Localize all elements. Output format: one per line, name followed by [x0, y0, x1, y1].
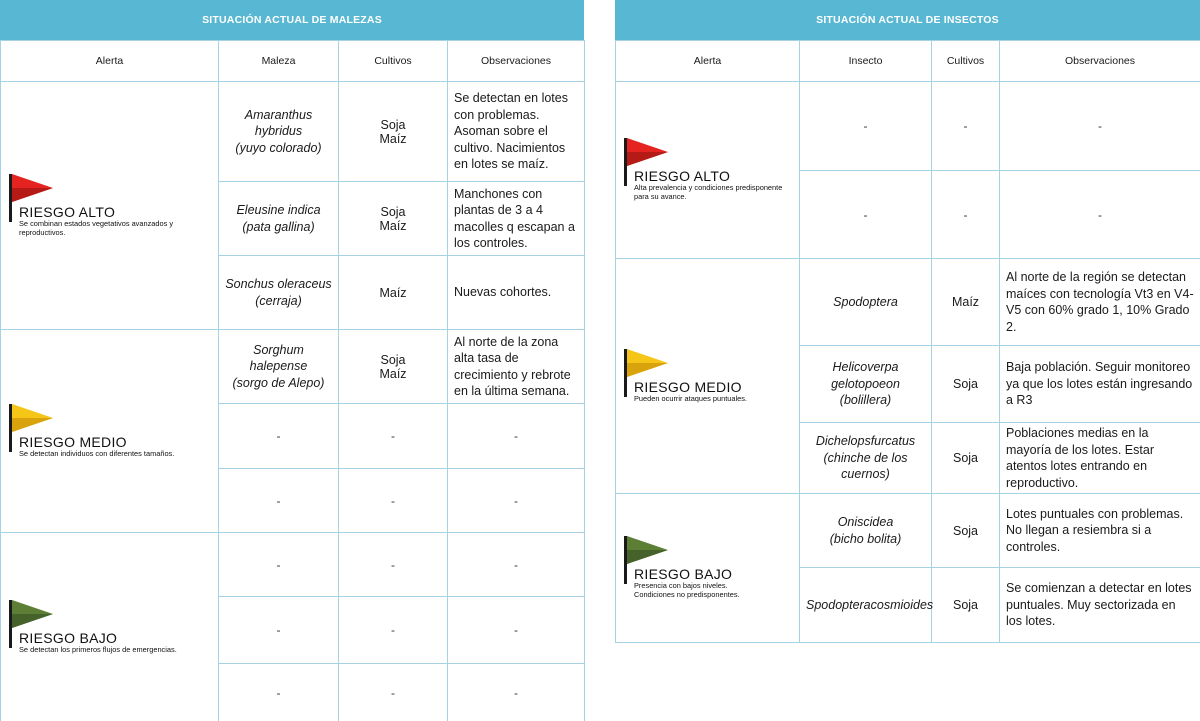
maleza-name: Sorghum halepense [249, 342, 308, 374]
maleza-cell [219, 182, 339, 256]
malezas-title: SITUACIÓN ACTUAL DE MALEZAS [0, 0, 584, 40]
alert-bajo [1, 533, 219, 721]
insecto-cell [800, 423, 932, 494]
header-insecto: Insecto [800, 41, 932, 82]
table-row [1, 82, 585, 182]
insecto-cell: Spodoptera [800, 259, 932, 346]
maleza-name: Amaranthus hybridus [244, 107, 313, 139]
maleza-common: (yuyo colorado) [235, 140, 322, 155]
maleza-cell [219, 256, 339, 330]
table-row [1, 533, 585, 597]
observaciones-cell: Poblaciones medias en la mayoría de los lotes. Estar atentos lotes entrando en reproductivo. [1000, 423, 1200, 494]
empty-cell: - [932, 171, 1000, 259]
cultivo: Soja [380, 117, 406, 132]
empty-cell: - [219, 404, 339, 469]
empty-cell: - [339, 664, 448, 721]
cultivos-cell [339, 82, 448, 182]
empty-cell: - [339, 404, 448, 469]
empty-cell: - [800, 82, 932, 171]
alert-bajo [616, 494, 800, 643]
header-observaciones: Observaciones [1000, 41, 1200, 82]
cultivos-cell [339, 182, 448, 256]
empty-cell: - [219, 533, 339, 597]
header-cultivos: Cultivos [339, 41, 448, 82]
header-cultivos: Cultivos [932, 41, 1000, 82]
alert-title: RIESGO MEDIO [19, 433, 127, 450]
observaciones-cell: Se detectan en lotes con problemas. Asoman sobre el cultivo. Nacimientos en lotes se maíz. [448, 82, 585, 182]
malezas-panel [0, 0, 584, 721]
insecto-name: Helicoverpa gelotopoeon [831, 360, 900, 391]
empty-cell: - [448, 597, 585, 664]
empty-cell: - [1000, 171, 1200, 259]
maleza-common: (sorgo de Alepo) [232, 375, 325, 390]
empty-cell: - [448, 533, 585, 597]
alert-description: Se combinan estados vegetativos avanzados y reproductivos. [19, 218, 174, 237]
observaciones-cell: Al norte de la zona alta tasa de crecimiento y rebrote en la última semana. [448, 330, 585, 404]
empty-cell: - [219, 597, 339, 664]
maleza-name: Sonchus oleraceus [225, 277, 332, 291]
empty-cell: - [800, 171, 932, 259]
alert-medio [1, 330, 219, 533]
cultivo: Maíz [379, 131, 407, 146]
cultivo: Soja [380, 352, 406, 367]
alert-title: RIESGO MEDIO [634, 378, 742, 395]
insecto-name: Oniscidea [837, 515, 894, 529]
header-alerta: Alerta [1, 41, 219, 82]
insectos-title: SITUACIÓN ACTUAL DE INSECTOS [615, 0, 1200, 40]
cultivo: Maíz [379, 218, 407, 233]
insectos-header-row [616, 41, 1200, 82]
header-alerta: Alerta [616, 41, 800, 82]
cultivos-cell: Soja [932, 494, 1000, 568]
cultivo: Maíz [379, 366, 407, 381]
cultivos-cell: Maíz [339, 256, 448, 330]
empty-cell: - [339, 469, 448, 533]
cultivo: Soja [380, 204, 406, 219]
observaciones-cell: Baja población. Seguir monitoreo ya que los lotes están ingresando a R3 [1000, 346, 1200, 423]
maleza-cell [219, 82, 339, 182]
header-maleza: Maleza [219, 41, 339, 82]
cultivos-cell: Soja [932, 346, 1000, 423]
observaciones-cell: Lotes puntuales con problemas. No llegan a resiembra si a controles. [1000, 494, 1200, 568]
maleza-cell [219, 330, 339, 404]
insecto-name: Dichelopsfurcatus [815, 434, 916, 449]
insecto-common: (bicho bolita) [829, 531, 902, 546]
header-observaciones: Observaciones [448, 41, 585, 82]
alert-alto [616, 82, 800, 259]
alert-description: Alta prevalencia y condiciones predisponente para su avance. [634, 183, 783, 201]
empty-cell: - [448, 469, 585, 533]
alert-medio [616, 259, 800, 494]
alert-description: Se detectan individuos con diferentes tamaños. [19, 448, 175, 458]
table-row [1, 330, 585, 404]
alert-alto [1, 82, 219, 330]
insectos-panel [615, 0, 1200, 643]
empty-cell: - [339, 533, 448, 597]
empty-cell: - [932, 82, 1000, 171]
alert-description: Se detectan los primeros flujos de emergencias. [19, 644, 177, 654]
insecto-common: (chinche de los cuernos) [823, 450, 908, 482]
observaciones-cell: Manchones con plantas de 3 a 4 macolles q escapan a los controles. [448, 182, 585, 256]
insecto-common: (bolillera) [839, 393, 892, 408]
observaciones-cell: Se comienzan a detectar en lotes puntuales. Muy sectorizada en los lotes. [1000, 568, 1200, 643]
empty-cell: - [339, 597, 448, 664]
observaciones-cell: Al norte de la región se detectan maíces con tecnología Vt3 en V4-V5 con 60% grado 1, 10% Grado 2. [1000, 259, 1200, 346]
table-row [616, 494, 1200, 568]
maleza-common: (cerraja) [255, 293, 302, 308]
cultivos-cell: Maíz [932, 259, 1000, 346]
malezas-table [0, 40, 585, 721]
malezas-header-row [1, 41, 585, 82]
alert-title: RIESGO BAJO [19, 629, 118, 646]
table-row [616, 82, 1200, 171]
empty-cell: - [219, 664, 339, 721]
empty-cell: - [1000, 82, 1200, 171]
cultivos-cell [339, 330, 448, 404]
insecto-cell: Spodopteracosmioides [800, 568, 932, 643]
empty-cell: - [448, 664, 585, 721]
alert-title: RIESGO BAJO [634, 566, 733, 583]
empty-cell: - [448, 404, 585, 469]
cultivos-cell: Soja [932, 423, 1000, 494]
alert-description: Pueden ocurrir ataques puntuales. [634, 393, 747, 403]
observaciones-cell: Nuevas cohortes. [448, 256, 585, 330]
maleza-common: (pata gallina) [242, 219, 315, 234]
cultivos-cell: Soja [932, 568, 1000, 643]
table-row [616, 259, 1200, 346]
alert-title: RIESGO ALTO [634, 168, 731, 185]
empty-cell: - [219, 469, 339, 533]
maleza-name: Eleusine indica [236, 203, 321, 217]
alert-title: RIESGO ALTO [19, 203, 116, 220]
insecto-cell [800, 346, 932, 423]
insecto-cell [800, 494, 932, 568]
insectos-table [615, 40, 1200, 643]
alert-description: Presencia con bajos niveles. Condiciones no predisponentes. [634, 581, 740, 599]
